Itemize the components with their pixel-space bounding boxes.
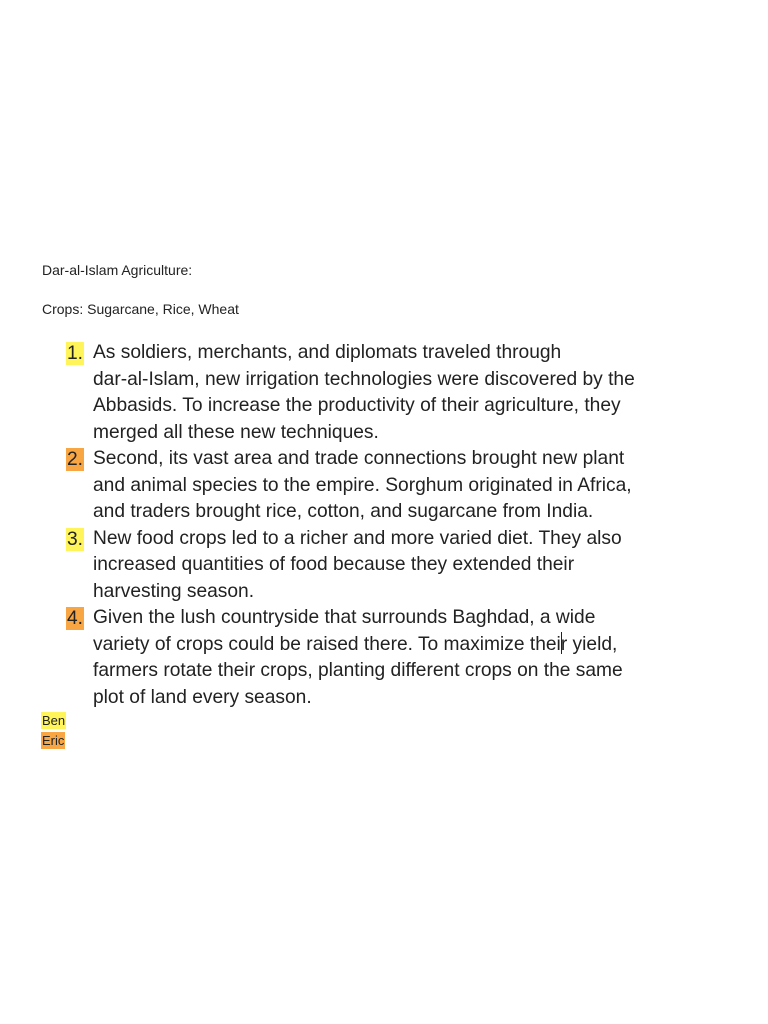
point-text-line: Given the lush countryside that surrounds Baghdad, a wide: [93, 607, 596, 628]
point-list: [66, 340, 726, 711]
list-item: [66, 340, 726, 446]
point-text-line: harvesting season.: [93, 580, 255, 602]
point-text-line: and animal species to the empire. Sorghum originated in Africa,: [93, 474, 632, 496]
point-text-before-cursor: variety of crops could be raised there. To maximize thei: [93, 633, 561, 655]
list-item: [66, 526, 726, 606]
point-text-line: New food crops led to a richer and more varied diet. They also: [93, 527, 622, 549]
point-number-highlight-yellow: 3.: [67, 528, 84, 550]
list-item: [66, 605, 726, 711]
author-eric: Eric: [42, 733, 65, 748]
author-ben: Ben: [42, 713, 66, 728]
crops-line: Crops: Sugarcane, Rice, Wheat: [42, 301, 239, 317]
point-text-line: Second, its vast area and trade connections brought new plant: [93, 448, 625, 469]
point-text-line: dar-al-Islam, new irrigation technologies were discovered by the: [93, 368, 635, 390]
point-number-highlight-yellow: 1.: [67, 343, 84, 364]
point-text-line: merged all these new techniques.: [93, 421, 379, 443]
point-text-line: plot of land every season.: [93, 686, 312, 708]
point-text-line-with-cursor[interactable]: [93, 632, 726, 659]
point-text-line: and traders brought rice, cotton, and sugarcane from India.: [93, 501, 594, 522]
point-text-line: farmers rotate their crops, planting different crops on the same: [93, 660, 623, 681]
list-item: [66, 446, 726, 526]
point-text-line: increased quantities of food because they extended their: [93, 554, 575, 575]
document-title: Dar-al-Islam Agriculture:: [42, 262, 193, 278]
point-text-line: Abbasids. To increase the productivity of their agriculture, they: [93, 395, 621, 416]
point-text-after-cursor: r yield,: [560, 633, 618, 655]
point-text-line: As soldiers, merchants, and diplomats traveled through: [93, 342, 562, 363]
point-number-highlight-orange: 2.: [67, 449, 84, 470]
point-number-highlight-orange: 4.: [67, 608, 84, 629]
